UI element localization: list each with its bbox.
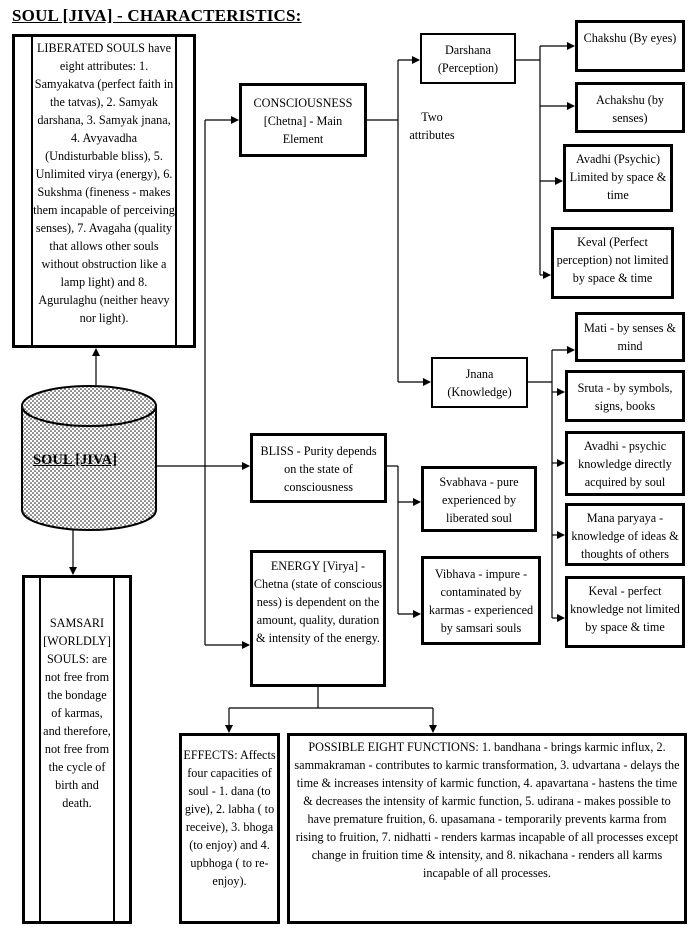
jnana-type-text: Mati - by senses & mind	[583, 321, 677, 353]
jnana-type-text: Keval - perfect knowledge not limited by space & time	[570, 584, 680, 634]
jnana-text: Jnana (Knowledge)	[447, 367, 512, 399]
energy-text: ENERGY [Virya] - Chetna (state of conscious ness) is dependent on the amount, quality, duration & intensity of the energy.	[253, 559, 383, 645]
liberated-souls-box	[12, 34, 196, 348]
jnana-type-text: Sruta - by symbols, signs, books	[577, 381, 673, 413]
jnana-type-box	[565, 431, 685, 496]
soul-label: SOUL [JIVA]	[33, 452, 117, 468]
darshana-type-text: Achakshu (by senses)	[595, 93, 665, 125]
jnana-type-box	[575, 312, 685, 362]
consciousness-box	[239, 83, 367, 157]
bliss-text: BLISS - Purity depends on the state of consciousness	[260, 444, 377, 494]
darshana-type-box	[551, 227, 674, 299]
energy-box	[250, 550, 386, 687]
bliss-box	[250, 433, 387, 503]
svabhava-text: Svabhava - pure experienced by liberated soul	[439, 475, 519, 525]
darshana-text: Darshana (Perception)	[437, 43, 499, 75]
page-title: SOUL [JIVA] - CHARACTERISTICS:	[12, 6, 302, 25]
samsari-souls-text: SAMSARI [WORLDLY] SOULS: are not free from the bondage of karmas, and therefore, not free from the cycle of birth and death.	[39, 578, 115, 921]
svabhava-box	[421, 466, 537, 532]
jnana-type-box	[565, 370, 685, 422]
jnana-box	[431, 357, 528, 408]
consciousness-text: CONSCIOUSNESS [Chetna] - Main Element	[253, 96, 353, 146]
jnana-type-box	[565, 503, 685, 566]
darshana-type-box	[575, 82, 685, 133]
darshana-box	[420, 33, 516, 84]
liberated-souls-text: LIBERATED SOULS have eight attributes: 1. Samyakatva (perfect faith in the tatvas), 2. Samyak darshana, 3. Samyak jnana, 4. Avyavadha (Undisturbable bliss), 5. Unlimited virya (energy), 6. Sukshma (fineness - makes them incapable of perceiving senses), 7. Avagaha (quality that allows other souls without obstruction like a lamp light) and 8. Agurulaghu (neither heavy nor light).	[31, 37, 177, 345]
effects-box	[179, 733, 280, 924]
vibhava-text: Vibhava - impure - contaminated by karmas - experienced by samsari souls	[428, 567, 534, 635]
two-attributes-label: Two attributes	[409, 110, 455, 142]
vibhava-box	[421, 556, 541, 645]
darshana-type-box	[575, 20, 685, 72]
effects-text: EFFECTS: Affects four capacities of soul - 1. dana (to give), 2. labha ( to receive), 3. bhoga (to enjoy) and 4. upbhoga ( to re-enjoy).	[183, 748, 276, 888]
darshana-type-text: Keval (Perfect perception) not limited by space & time	[556, 235, 669, 285]
darshana-type-box	[563, 144, 673, 212]
samsari-souls-box	[22, 575, 132, 924]
jnana-type-text: Avadhi - psychic knowledge directly acquired by soul	[578, 439, 672, 489]
darshana-type-text: Chakshu (By eyes)	[583, 31, 677, 45]
jnana-type-box	[565, 576, 685, 648]
jnana-type-text: Mana paryaya - knowledge of ideas & thoughts of others	[571, 511, 679, 561]
darshana-type-text: Avadhi (Psychic) Limited by space & time	[569, 152, 667, 202]
functions-text: POSSIBLE EIGHT FUNCTIONS: 1. bandhana - brings karmic influx, 2. sammakraman - contributes to karmic transformation, 3. udvartana - delays the time & increases intensity of karmic function, 4. apavartana - hastens the time & decreases the intensity of karmic function, 5. udirana - makes possible to have premature fruition, 6. upasamana - temporarily prevents karma from rising to fruition, 7. nidhatti - renders karmas incapable of all processes except change in fruition time & intensity, and 8. nikachana - renders all karms incapable of all processes.	[294, 740, 680, 880]
functions-box	[287, 733, 687, 924]
